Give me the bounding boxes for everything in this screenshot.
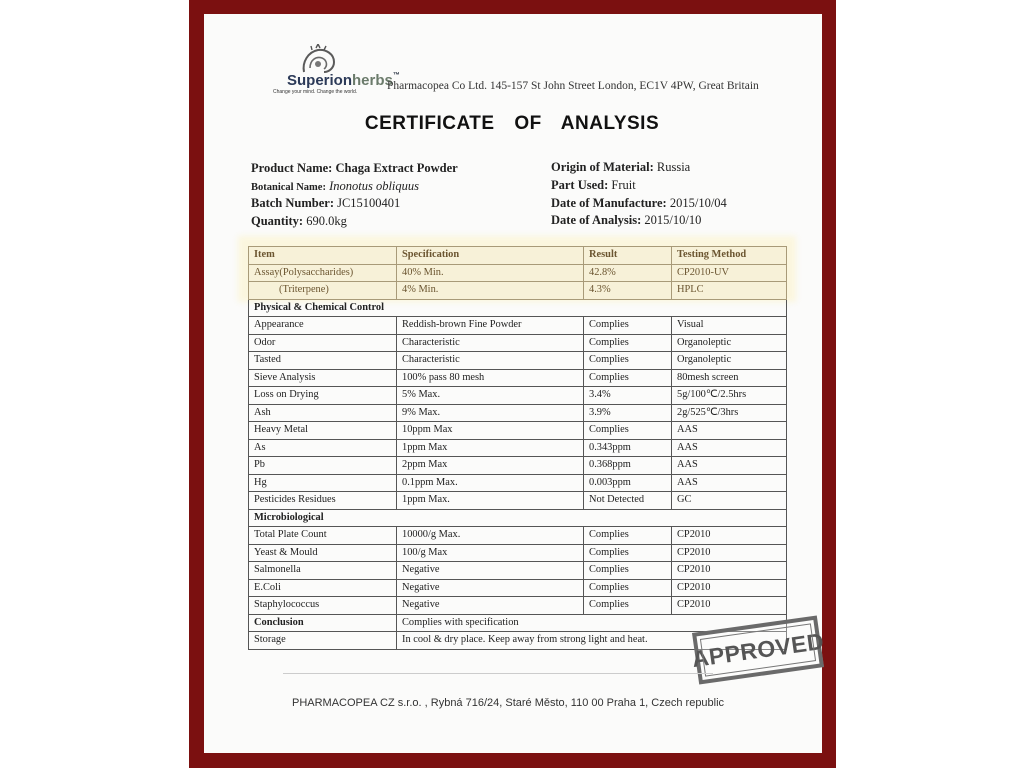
header-item: Item	[249, 247, 397, 265]
part-used-line	[551, 178, 636, 193]
cell-specification: Negative	[397, 579, 584, 597]
cell-specification: Negative	[397, 597, 584, 615]
table-row	[249, 334, 787, 352]
cell-result: 3.4%	[584, 387, 672, 405]
cell-method: CP2010	[672, 562, 787, 580]
cell-result: 0.368ppm	[584, 457, 672, 475]
table-row	[249, 282, 787, 300]
header-testing-method: Testing Method	[672, 247, 787, 265]
table-row	[249, 579, 787, 597]
brand-name-part2: herbs	[352, 72, 393, 89]
conclusion-row	[249, 614, 787, 632]
conclusion-label: Conclusion	[249, 614, 397, 632]
origin-label: Origin of Material:	[551, 160, 654, 174]
cell-item: (Triterpene)	[249, 282, 397, 300]
table-row	[249, 352, 787, 370]
manufacture-date-line	[551, 196, 727, 211]
cell-specification: Characteristic	[397, 352, 584, 370]
analysis-date-label: Date of Analysis:	[551, 213, 642, 227]
product-name-value: Chaga Extract Powder	[335, 161, 458, 175]
cell-item: Total Plate Count	[249, 527, 397, 545]
cell-specification: Reddish-brown Fine Powder	[397, 317, 584, 335]
cell-result: 3.9%	[584, 404, 672, 422]
cell-item: Hg	[249, 474, 397, 492]
brand-tagline: Change your mind. Change the world.	[273, 89, 358, 95]
company-address: Pharmacopea Co Ltd. 145-157 St John Street London, EC1V 4PW, Great Britain	[387, 80, 759, 92]
cell-item: Ash	[249, 404, 397, 422]
micro-rows	[249, 527, 787, 615]
cell-result: Complies	[584, 597, 672, 615]
cell-method: 2g/525℃/3hrs	[672, 404, 787, 422]
cell-method: CP2010	[672, 544, 787, 562]
cell-specification: 2ppm Max	[397, 457, 584, 475]
origin-value: Russia	[656, 160, 691, 174]
cell-result: Complies	[584, 317, 672, 335]
cell-item: Tasted	[249, 352, 397, 370]
quantity-value: 690.0kg	[306, 214, 347, 228]
cell-specification: 1ppm Max.	[397, 492, 584, 510]
cell-item: E.Coli	[249, 579, 397, 597]
analysis-date-line	[551, 213, 701, 228]
cell-result: Complies	[584, 422, 672, 440]
table-row	[249, 317, 787, 335]
cell-result: 0.003ppm	[584, 474, 672, 492]
cell-method: AAS	[672, 439, 787, 457]
cell-method: HPLC	[672, 282, 787, 300]
part-used-value: Fruit	[611, 178, 636, 192]
table-row	[249, 457, 787, 475]
cell-result: Complies	[584, 334, 672, 352]
cell-method: CP2010	[672, 597, 787, 615]
cell-result: Complies	[584, 562, 672, 580]
section-row-micro	[249, 509, 787, 527]
brand-name-part1: Superion	[287, 72, 353, 89]
storage-value: In cool & dry place. Keep away from strong light and heat.	[397, 632, 787, 650]
cell-method: CP2010-UV	[672, 264, 787, 282]
storage-label: Storage	[249, 632, 397, 650]
cell-item: Appearance	[249, 317, 397, 335]
cell-item: Staphylococcus	[249, 597, 397, 615]
table-row	[249, 422, 787, 440]
cell-method: Visual	[672, 317, 787, 335]
part-used-label: Part Used:	[551, 178, 609, 192]
cell-item: Odor	[249, 334, 397, 352]
batch-number-line	[251, 196, 400, 211]
cell-specification: 40% Min.	[397, 264, 584, 282]
cell-method: Organoleptic	[672, 334, 787, 352]
table-row	[249, 387, 787, 405]
table-row	[249, 597, 787, 615]
cell-specification: 9% Max.	[397, 404, 584, 422]
cell-method: CP2010	[672, 527, 787, 545]
quantity-line	[251, 214, 347, 229]
footer-divider	[283, 673, 713, 674]
cell-method: 80mesh screen	[672, 369, 787, 387]
cell-result: 4.3%	[584, 282, 672, 300]
cell-result: Complies	[584, 579, 672, 597]
cell-specification: 1ppm Max	[397, 439, 584, 457]
table-header-row	[249, 247, 787, 265]
cell-specification: 10000/g Max.	[397, 527, 584, 545]
batch-number-label: Batch Number:	[251, 196, 334, 210]
cell-specification: 10ppm Max	[397, 422, 584, 440]
cell-result: Complies	[584, 544, 672, 562]
cell-item: Assay(Polysaccharides)	[249, 264, 397, 282]
cell-item: Pb	[249, 457, 397, 475]
cell-specification: Characteristic	[397, 334, 584, 352]
table-row	[249, 404, 787, 422]
manufacture-date-value: 2015/10/04	[669, 196, 727, 210]
approved-stamp: APPROVED	[692, 615, 824, 684]
footer-address: PHARMACOPEA CZ s.r.o. , Rybná 716/24, Staré Město, 110 00 Praha 1, Czech republic	[292, 697, 725, 709]
cell-specification: 5% Max.	[397, 387, 584, 405]
table-row	[249, 527, 787, 545]
section-row-physical	[249, 299, 787, 317]
botanical-name-label: Botanical Name:	[251, 182, 326, 193]
analysis-date-value: 2015/10/10	[644, 213, 702, 227]
cell-item: Heavy Metal	[249, 422, 397, 440]
table-row	[249, 562, 787, 580]
analysis-table	[248, 246, 787, 650]
cell-method: Organoleptic	[672, 352, 787, 370]
cell-result: Not Detected	[584, 492, 672, 510]
cell-result: Complies	[584, 369, 672, 387]
cell-item: Yeast & Mould	[249, 544, 397, 562]
botanical-name-line	[251, 179, 419, 194]
table-row	[249, 264, 787, 282]
batch-number-value: JC15100401	[337, 196, 401, 210]
cell-specification: 100% pass 80 mesh	[397, 369, 584, 387]
product-name-label: Product Name:	[251, 161, 333, 175]
cell-method: AAS	[672, 474, 787, 492]
brand-name	[287, 72, 400, 89]
cell-method: AAS	[672, 457, 787, 475]
table-row	[249, 439, 787, 457]
cell-item: Pesticides Residues	[249, 492, 397, 510]
cell-item: Loss on Drying	[249, 387, 397, 405]
cell-method: CP2010	[672, 579, 787, 597]
header-specification: Specification	[397, 247, 584, 265]
section-title-micro: Microbiological	[249, 509, 787, 527]
conclusion-value: Complies with specification	[397, 614, 787, 632]
cell-result: 0.343ppm	[584, 439, 672, 457]
cell-method: AAS	[672, 422, 787, 440]
table-row	[249, 369, 787, 387]
cell-specification: 4% Min.	[397, 282, 584, 300]
cell-method: 5g/100℃/2.5hrs	[672, 387, 787, 405]
document-title: CERTIFICATE OF ANALYSIS	[364, 113, 660, 134]
cell-specification: 0.1ppm Max.	[397, 474, 584, 492]
cell-method: GC	[672, 492, 787, 510]
trademark-mark: ™	[392, 72, 400, 79]
section-title-physical: Physical & Chemical Control	[249, 299, 787, 317]
cell-result: Complies	[584, 352, 672, 370]
botanical-name-value: Inonotus obliquus	[329, 179, 420, 193]
table-row	[249, 492, 787, 510]
cell-specification: Negative	[397, 562, 584, 580]
cell-item: Salmonella	[249, 562, 397, 580]
quantity-label: Quantity:	[251, 214, 304, 228]
cell-result: Complies	[584, 527, 672, 545]
table-row	[249, 544, 787, 562]
cell-result: 42.8%	[584, 264, 672, 282]
product-name-line	[251, 161, 458, 176]
header-result: Result	[584, 247, 672, 265]
origin-line	[551, 160, 690, 175]
manufacture-date-label: Date of Manufacture:	[551, 196, 667, 210]
cell-specification: 100/g Max	[397, 544, 584, 562]
cell-item: As	[249, 439, 397, 457]
cell-item: Sieve Analysis	[249, 369, 397, 387]
table-row	[249, 474, 787, 492]
physical-rows	[249, 317, 787, 510]
